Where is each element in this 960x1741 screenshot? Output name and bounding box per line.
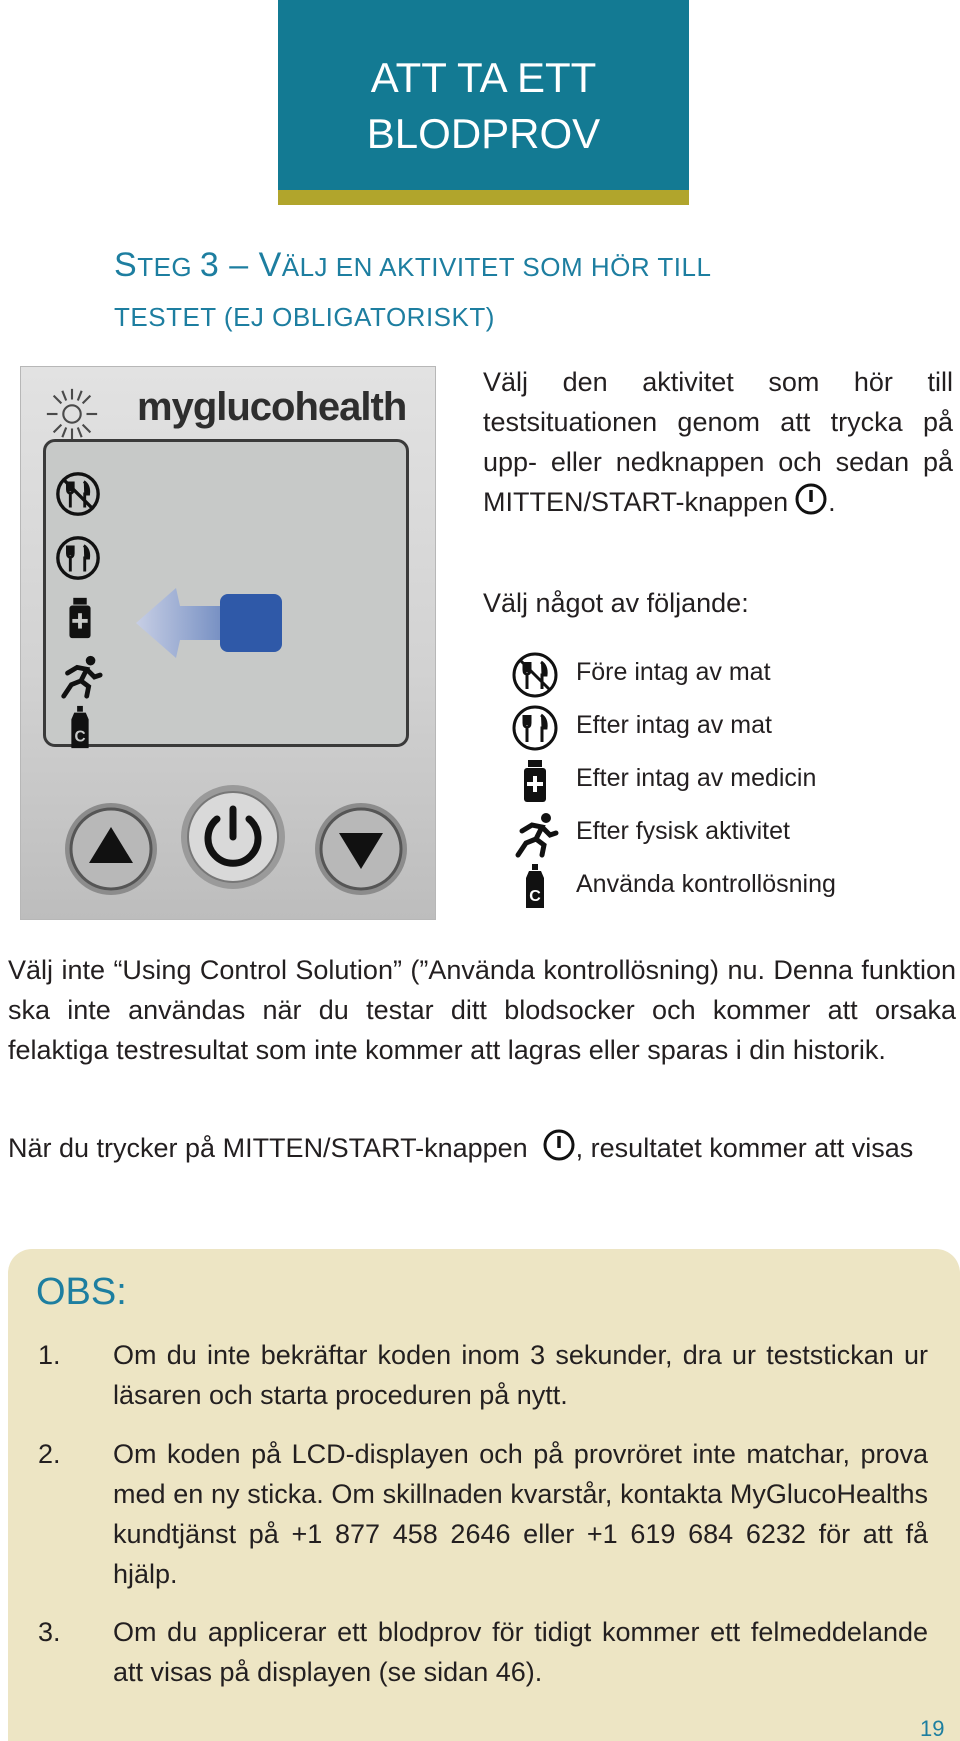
page-number: 19 — [920, 1716, 945, 1741]
option-control-solution — [510, 862, 930, 912]
option-after-exercise — [510, 809, 930, 859]
obs-item-number: 2. — [38, 1439, 61, 1469]
option-after-medicine — [510, 756, 930, 806]
up-button[interactable] — [63, 801, 159, 897]
step-heading-line1: STEG 3 – VÄLJ EN AKTIVITET SOM HÖR TILL — [114, 246, 712, 284]
obs-title: OBS: — [36, 1271, 127, 1313]
result-paragraph — [8, 1128, 956, 1168]
warning-paragraph: Välj inte “Using Control Solution” (”Använda kontrollösning) nu. Denna funktion ska inte användas när du testar ditt blodsocker och kommer att orsaka felaktiga testresultat som inte kommer att lagras eller sparas i din historik. — [8, 955, 956, 1065]
obs-item-number: 1. — [38, 1340, 61, 1370]
medicine-bottle-icon — [56, 594, 104, 642]
obs-note-box — [8, 1249, 960, 1741]
obs-item — [38, 1612, 930, 1692]
obs-item-text: Om du applicerar ett blodprov för tidigt kommer ett felmeddelande att visas på displayen (se sidan 46). — [113, 1617, 928, 1687]
svg-text:C: C — [529, 888, 541, 905]
brand-name: myglucohealth — [137, 385, 407, 429]
result-text-b: , resultatet kommer att visas — [575, 1133, 914, 1163]
intro-suffix: . — [828, 487, 836, 517]
sun-logo-icon — [43, 385, 101, 443]
option-before-meal — [510, 650, 930, 700]
food-icon — [54, 534, 102, 582]
lcd-display — [43, 439, 409, 747]
power-icon — [794, 482, 828, 516]
intro-paragraph — [483, 362, 953, 522]
option-after-meal — [510, 703, 930, 753]
down-button[interactable] — [313, 801, 409, 897]
choose-label: Välj något av följande: — [483, 588, 749, 618]
medicine-bottle-icon — [510, 756, 560, 806]
running-person-icon — [56, 652, 104, 700]
center-start-button[interactable] — [179, 783, 287, 891]
option-label: Före intag av mat — [576, 658, 771, 686]
intro-text: Välj den aktivitet som hör till testsituationen genom att trycka på upp- eller nedknappen och sedan på MITTEN/START-knappen — [483, 367, 953, 517]
result-text-a: När du trycker på MITTEN/START-knappen — [8, 1133, 528, 1163]
page-title-line1: ATT TA ETT — [370, 54, 597, 101]
option-label: Efter intag av mat — [576, 711, 772, 739]
selection-arrow-icon — [136, 588, 282, 658]
page-title-line2: BLODPROV — [366, 110, 601, 157]
svg-text:C: C — [74, 728, 86, 746]
obs-item-text: Om koden på LCD-displayen och på provröret inte matchar, prova med en ny sticka. Om skillnaden kvarstår, kontakta MyGlucoHealths kundtjänst på +1 877 458 2646 eller +1 619 684 6232 för att få hjälp. — [113, 1439, 928, 1589]
step-heading — [114, 240, 754, 342]
food-icon — [510, 703, 560, 753]
control-solution-icon — [510, 862, 560, 912]
option-label: Efter intag av medicin — [576, 764, 817, 792]
obs-item — [38, 1335, 930, 1415]
no-food-icon — [510, 650, 560, 700]
option-label: Använda kontrollösning — [576, 870, 836, 898]
step-heading-line2: TESTET (EJ OBLIGATORISKT) — [114, 302, 495, 332]
running-person-icon — [510, 809, 560, 859]
obs-item-number: 3. — [38, 1617, 61, 1647]
page-title — [278, 50, 689, 162]
option-label: Efter fysisk aktivitet — [576, 817, 790, 845]
obs-item-text: Om du inte bekräftar koden inom 3 sekunder, dra ur teststickan ur läsaren och starta proceduren på nytt. — [113, 1340, 928, 1410]
power-icon — [542, 1128, 576, 1162]
obs-item — [38, 1434, 930, 1594]
no-food-icon — [54, 470, 102, 518]
control-solution-icon — [56, 704, 104, 752]
glucose-meter-illustration — [20, 366, 436, 920]
title-underline — [278, 190, 689, 205]
